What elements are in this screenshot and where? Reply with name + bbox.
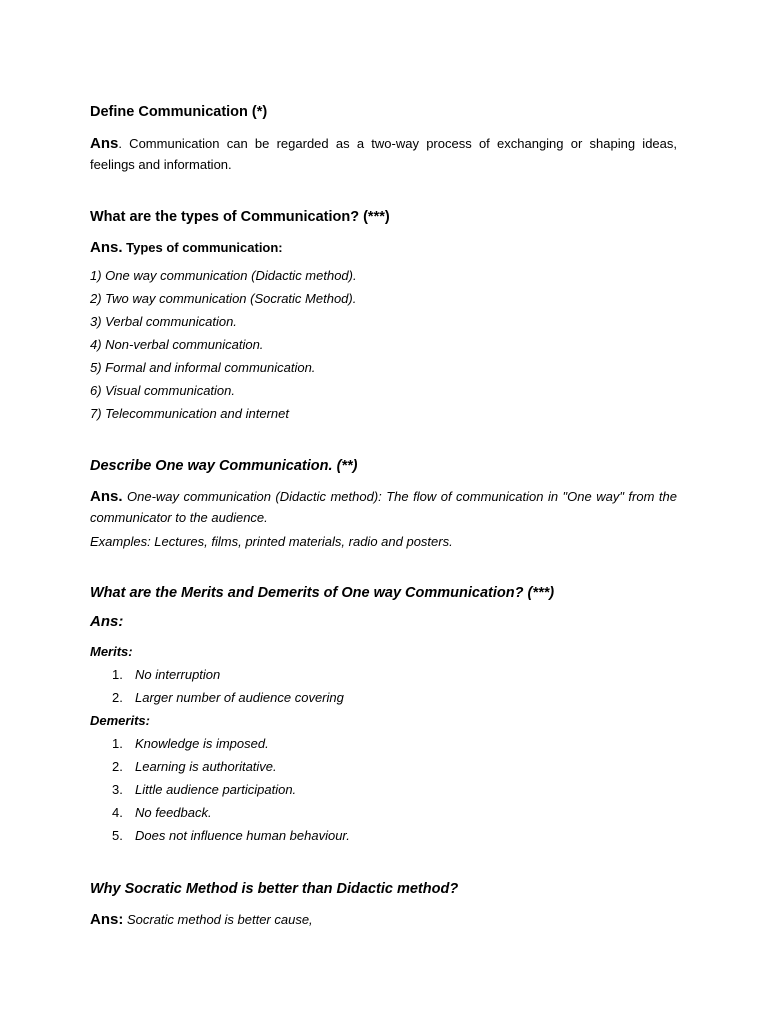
merits-list xyxy=(90,663,677,709)
list-item: 5) Formal and informal communication. xyxy=(90,360,316,375)
ans-label: Ans: xyxy=(90,911,124,928)
list-item: 1) One way communication (Didactic method). xyxy=(90,268,357,283)
list-item: 2) Two way communication (Socratic Method). xyxy=(90,291,357,306)
list-item: 5. Does not influence human behaviour. xyxy=(112,828,350,843)
examples-line: Examples: Lectures, films, printed materials, radio and posters. xyxy=(90,534,453,549)
answer-define-communication xyxy=(90,133,677,175)
answer-subheading: Types of communication: xyxy=(126,240,283,255)
question-socratic-vs-didactic: Why Socratic Method is better than Didactic method? xyxy=(90,881,459,897)
document-page xyxy=(90,0,677,1024)
answer-merits-demerits xyxy=(90,613,677,631)
answer-text: . Communication can be regarded as a two-way process of exchanging or shaping ideas, feelings and information. xyxy=(90,136,677,172)
list-item: 4. No feedback. xyxy=(112,805,212,820)
list-item: 1. Knowledge is imposed. xyxy=(112,736,269,751)
ans-label: Ans. xyxy=(90,488,123,505)
ans-label: Ans: xyxy=(90,613,124,630)
list-item: 2. Learning is authoritative. xyxy=(112,759,277,774)
question-one-way-communication: Describe One way Communication. (**) xyxy=(90,458,358,474)
list-item: 6) Visual communication. xyxy=(90,383,235,398)
answer-text: One-way communication (Didactic method): The flow of communication in "One way" from the communicator to the audience. xyxy=(90,489,677,525)
answer-socratic-vs-didactic xyxy=(90,909,677,930)
question-define-communication: Define Communication (*) xyxy=(90,104,268,120)
list-item: 4) Non-verbal communication. xyxy=(90,337,264,352)
answer-types-of-communication xyxy=(90,237,677,258)
ans-label: Ans xyxy=(90,135,119,152)
answer-one-way-communication xyxy=(90,486,677,528)
demerits-label: Demerits: xyxy=(90,713,150,728)
list-item: 3) Verbal communication. xyxy=(90,314,237,329)
question-merits-demerits: What are the Merits and Demerits of One way Communication? (***) xyxy=(90,585,555,601)
demerits-list xyxy=(90,732,677,847)
ans-label: Ans. xyxy=(90,239,123,256)
list-item: 3. Little audience participation. xyxy=(112,782,297,797)
question-types-of-communication: What are the types of Communication? (***) xyxy=(90,209,390,225)
merits-label: Merits: xyxy=(90,644,133,659)
types-list xyxy=(90,264,677,425)
list-item: 2. Larger number of audience covering xyxy=(112,690,344,705)
list-item: 7) Telecommunication and internet xyxy=(90,406,289,421)
list-item: 1. No interruption xyxy=(112,667,221,682)
answer-text: Socratic method is better cause, xyxy=(126,912,313,927)
